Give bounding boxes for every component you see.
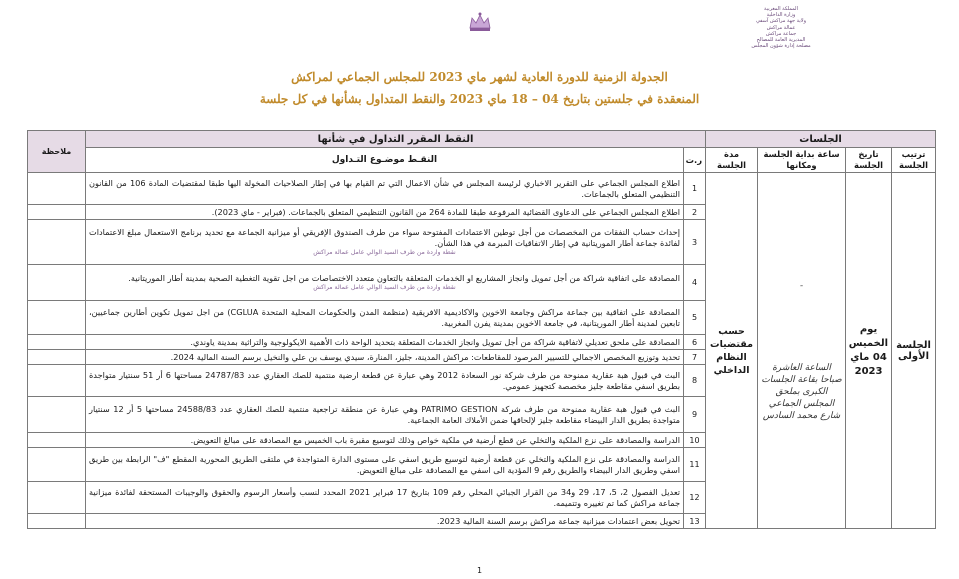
row-topic: البث في قبول هبة عقارية ممنوحة من طرف شركة نور السعادة 2012 وهي عبارة عن قطعة ارضية منتمية للصك العقاري عدد 24787/83 مساحتها 6 أر 51 سنتيار متواجدة بطريق اسفي مقاطعة جليز مخصصة كتجهيز عمومي. <box>86 365 684 397</box>
row-note <box>28 514 86 529</box>
row-topic: اطلاع المجلس الجماعي على التقرير الاخباري لرئيسة المجلس في شأن الاعمال التي تم القيام بها في إطار الصلاحيات المخولة اليها طبقا لمقتضيات المادة 106 من القانون التنظيمي المتعلق بالجماعات. <box>86 173 684 205</box>
row-note <box>28 350 86 365</box>
row-number: 13 <box>684 514 706 529</box>
row-topic <box>86 265 684 301</box>
row-note <box>28 365 86 397</box>
row-note <box>28 265 86 301</box>
document-title: الجدولة الزمنية للدورة العادية لشهر ماي 2023 للمجلس الجماعي لمراكش <box>291 70 668 84</box>
row-number: 5 <box>684 301 706 335</box>
time-dash: - <box>799 280 804 291</box>
row-number: 9 <box>684 397 706 433</box>
row-topic <box>86 220 684 265</box>
ministry-header <box>741 6 821 49</box>
session-time-place <box>758 173 846 529</box>
row-note <box>28 397 86 433</box>
group-header-row <box>28 131 936 148</box>
row-number: 2 <box>684 205 706 220</box>
row-note <box>28 433 86 448</box>
row-topic: المصادقة على اتفاقية بين جماعة مراكش وجامعة الاخوين والاكاديمية الافريقية (منظمة المدن والحكومات المحلية المتحدة CGLUA) من اجل تمويل تكوين أطارين جماعيين، تابعين لمدينة أطار الموريتانية، في جامعة الاخوين بمدينة يفرن المغربية. <box>86 301 684 335</box>
row-topic: الدراسة والمصادقة على نزع الملكية والتخلي عن قطعة أرضية لتوسيع طريق اسفي على مستوى الدارة المتواجدة في ملتقى الطريق المحورية المقطع "ف" الرابطة بين طريق اسفي وطريق الدار البيضاء والطريق رقم 9 المؤدية الى اسفي مع المصادقة على مبالغ التعويض. <box>86 448 684 482</box>
row-topic: تحويل بعض اعتمادات ميزانية جماعة مراكش برسم السنة المالية 2023. <box>86 514 684 529</box>
row-number: 1 <box>684 173 706 205</box>
notes-header: ملاحظة <box>28 131 86 173</box>
row-topic: البث في قبول هبة عقارية ممنوحة من طرف شركة PATRIMO GESTION وهي عبارة عن منطقة تراجعية منتمية للصك العقاري عدد 24588/83 مساحتها 5 أر 12 سنتيار متواجدة بطريق الدار البيضاء مقاطعة جليز لإلحاقها ضمن الأملاك العامة الجماعية. <box>86 397 684 433</box>
row-topic: تعديل الفصول 2، 5، 17، 29 و34 من القرار الجبائي المحلي رقم 109 بتاريخ 17 فبراير 2021 المحدد لنسب وأسعار الرسوم والحقوق والوجيبات المستحقة لفائدة ميزانية جماعة مراكش كما تم تغييره وتتميمه. <box>86 482 684 514</box>
schedule-table <box>27 130 936 529</box>
document-titles <box>0 70 959 106</box>
header-line: وزارة الداخلية <box>766 12 796 19</box>
row-number: 3 <box>684 220 706 265</box>
page-number: 1 <box>476 566 483 575</box>
row-topic: الدراسة والمصادقة على نزع الملكية والتخلي عن قطع أرضية في ملكية خواص وذلك لتوسيع مقبرة باب الخميس مع المصادقة على مبالغ التعويض. <box>86 433 684 448</box>
time-place-text: الساعة العاشرة صباحا بقاعة الجلسات الكبرى بملحق المجلس الجماعي شارع محمد السادس <box>761 362 842 421</box>
date-col-header: تاريخ الجلسة <box>846 148 892 173</box>
source-note: نقطة واردة من طرف السيد الوالي عامل عمالة مراكش <box>313 249 456 256</box>
row-topic: تحديد وتوزيع المخصص الاجمالي للتسيير المرصود للمقاطعات: مراكش المدينة، جليز، المنارة، سيدي يوسف بن علي والنخيل برسم السنة المالية 2024. <box>86 350 684 365</box>
header-line: عمالة مراكش <box>766 24 796 31</box>
table-row <box>28 173 936 205</box>
row-note <box>28 205 86 220</box>
row-number: 6 <box>684 335 706 350</box>
row-number: 8 <box>684 365 706 397</box>
document-subtitle: المنعقدة في جلستين بتاريخ 04 – 18 ماي 2023 والنقط المتداول بشأنها في كل جلسة <box>259 92 700 106</box>
row-number: 4 <box>684 265 706 301</box>
row-number: 12 <box>684 482 706 514</box>
header-line: ولاية جهة مراكش آسفي <box>755 18 807 25</box>
time-col-header: ساعة بداية الجلسة ومكانها <box>758 148 846 173</box>
row-number: 11 <box>684 448 706 482</box>
topic-col-header: النقـط موضـوع التـداول <box>86 148 684 173</box>
header-line: جماعة مراكش <box>765 30 797 37</box>
row-note <box>28 482 86 514</box>
sessions-group-header: الجلسات <box>706 131 936 148</box>
row-number: 10 <box>684 433 706 448</box>
order-col-header: ترتيب الجلسة <box>892 148 936 173</box>
row-number: 7 <box>684 350 706 365</box>
session-date: يوم الخميس 04 ماي 2023 <box>846 173 892 529</box>
row-topic: اطلاع المجلس الجماعي على الدعاوى القضائية المرفوعة طبقا للمادة 264 من القانون التنظيمي المتعلق بالجماعات. (فبراير - ماي 2023). <box>86 205 684 220</box>
row-note <box>28 220 86 265</box>
header-line: المديرية العامة للمصالح <box>756 37 806 44</box>
duration-col-header: مدة الجلسة <box>706 148 758 173</box>
session-duration: حسب مقتضيات النظام الداخلي <box>706 173 758 529</box>
row-note <box>28 301 86 335</box>
source-note: نقطة واردة من طرف السيد الوالي عامل عمالة مراكش <box>313 284 456 291</box>
row-note <box>28 173 86 205</box>
row-note <box>28 335 86 350</box>
column-header-row <box>28 148 936 173</box>
crown-emblem-icon <box>466 10 494 34</box>
row-topic: المصادقة على ملحق تعديلي لاتفاقية شراكة من أجل تمويل وانجاز الخدمات المتعلقة بتحديد الواحة ذات الأهمية الايكولوجية والتراثية بمدينة ياوندي. <box>86 335 684 350</box>
row-note <box>28 448 86 482</box>
num-col-header: ر.ت <box>684 148 706 173</box>
session-order: الجلسة الأولى <box>892 173 936 529</box>
topic-text: المصادقة على اتفاقية شراكة من أجل تمويل وانجاز المشاريع او الخدمات المتعلقة بالتعاون متعدد الاختصاصات من اجل تقوية التغطية الصحية بمدينة أطار الموريتانية. <box>128 273 681 283</box>
header-line: المملكة المغربية <box>764 6 798 12</box>
points-group-header: النقط المقرر التداول في شأنها <box>86 131 706 148</box>
header-line: مصلحة إدارة شؤون المجلس <box>751 43 811 50</box>
topic-text: إحداث حساب النفقات من المخصصات من أجل توطين الاعتمادات المفتوحة سواء من طرف الصندوق الإفريقي أو ميزانية الجماعة مع تحديد برنامج الاستعمال مبلغ الاعتمادات لفائدة جماعة أطار الموريتانية في إطار الاتفاقيات المبرمة في هذا الشأن. <box>89 227 681 248</box>
